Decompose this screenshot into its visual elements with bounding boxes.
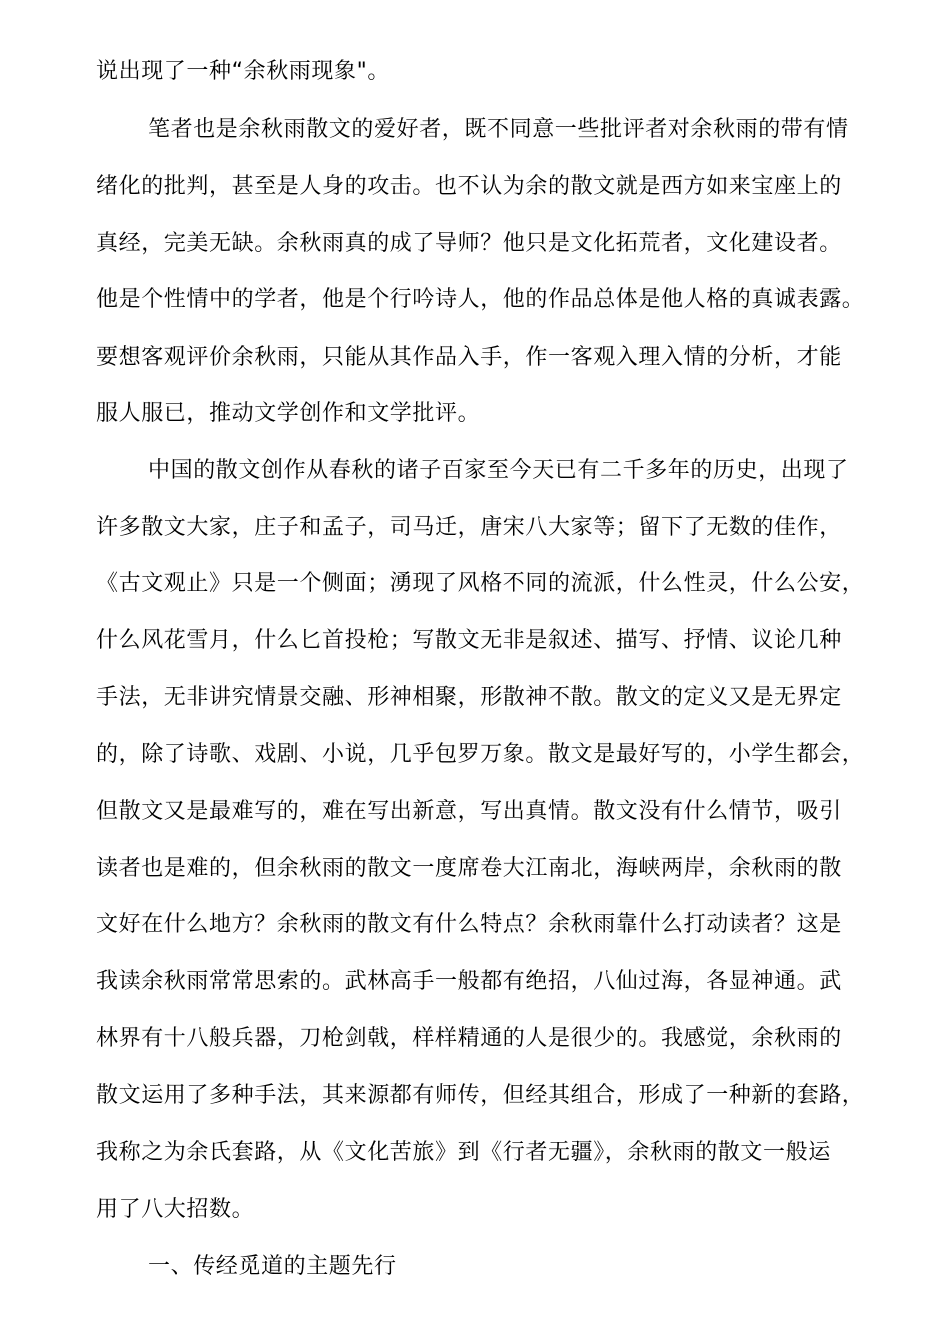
text-line: 我称之为余氏套路，从《文化苦旅》到《行者无疆》，余秋雨的散文一般运 [96,1140,831,1165]
text-line: 的，除了诗歌、戏剧、小说，几乎包罗万象。散文是最好写的，小学生都会， [96,742,865,767]
text-line: 真经，完美无缺。余秋雨真的成了导师？他只是文化拓荒者，文化建设者。 [96,231,842,256]
text-line: 但散文又是最难写的，难在写出新意，写出真情。散文没有什么情节，吸引 [96,799,842,824]
text-line: 他是个性情中的学者，他是个行吟诗人，他的作品总体是他人格的真诚表露。 [96,287,865,312]
text-line: 什么风花雪月，什么匕首投枪；写散文无非是叙述、描写、抒情、议论几种 [96,628,842,653]
text-line: 散文运用了多种手法，其来源都有师传，但经其组合，形成了一种新的套路， [96,1083,865,1108]
text-line: 要想客观评价余秋雨，只能从其作品入手，作一客观入理入情的分析，才能 [96,345,842,370]
text-line: 我读余秋雨常常思索的。武林高手一般都有绝招，八仙过海，各显神通。武 [96,969,842,994]
text-line: 文好在什么地方？余秋雨的散文有什么特点？余秋雨靠什么打动读者？这是 [96,912,842,937]
text-line: 林界有十八般兵器，刀枪剑戟，样样精通的人是很少的。我感觉，余秋雨的 [96,1026,842,1051]
text-line: 用了八大招数。 [96,1197,255,1222]
text-line: 服人服已，推动文学创作和文学批评。 [96,401,481,426]
text-line: 读者也是难的，但余秋雨的散文一度席卷大江南北，海峡两岸，余秋雨的散 [96,856,842,881]
section-heading: 一、传经觅道的主题先行 [148,1254,397,1279]
text-line: 手法，无非讲究情景交融、形神相聚，形散神不散。散文的定义又是无界定 [96,685,842,710]
text-line: 绪化的批判，甚至是人身的攻击。也不认为余的散文就是西方如来宝座上的 [96,174,842,199]
text-line: 中国的散文创作从春秋的诸子百家至今天已有二千多年的历史，出现了 [148,458,849,483]
text-line: 说出现了一种“余秋雨现象"。 [96,59,390,84]
text-line: 《古文观止》只是一个侧面；湧现了风格不同的流派，什么性灵，什么公安， [96,571,865,596]
text-line: 笔者也是余秋雨散文的爱好者，既不同意一些批评者对余秋雨的带有情 [148,117,849,142]
text-line: 许多散文大家，庄子和孟子，司马迁，唐宋八大家等；留下了无数的佳作， [96,515,842,540]
